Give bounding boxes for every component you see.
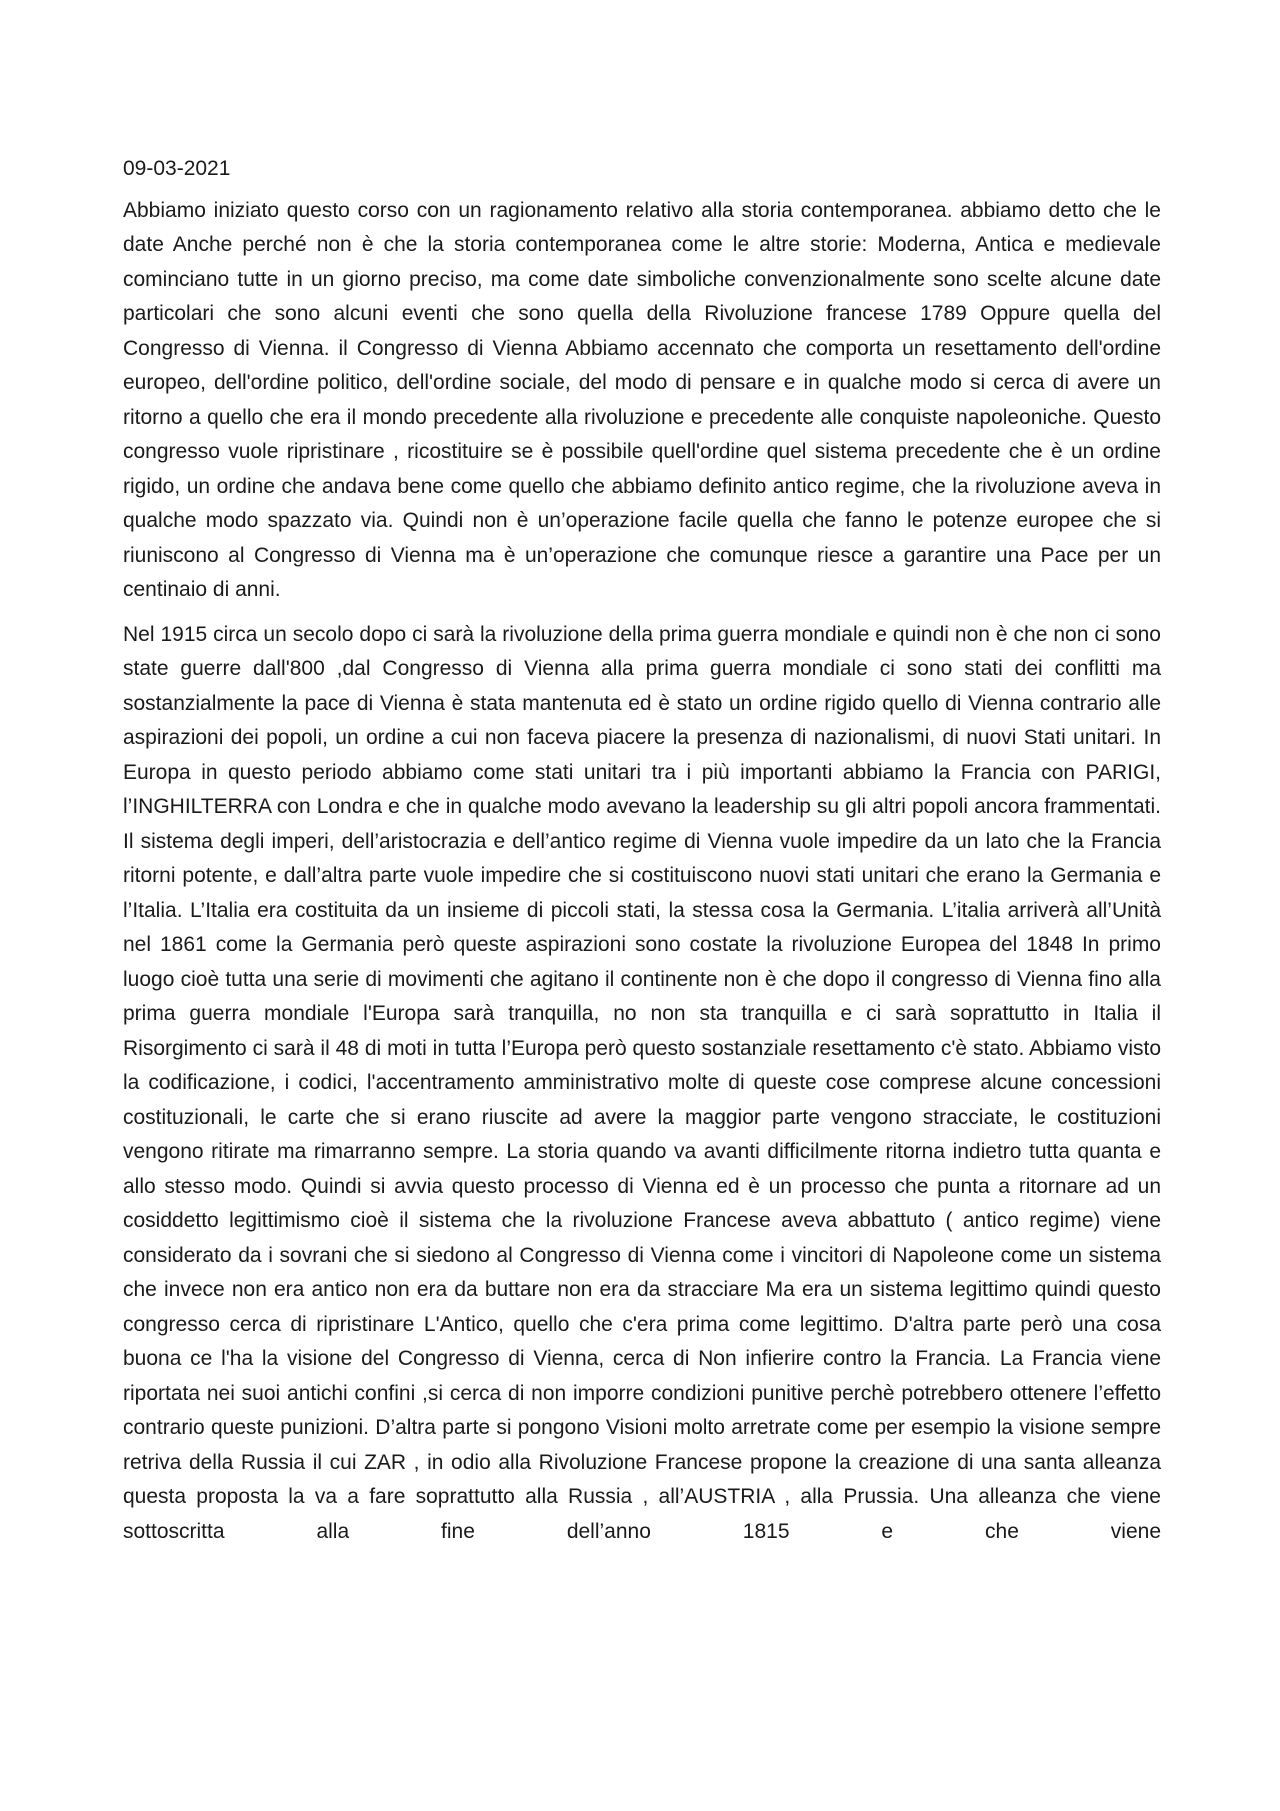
document-date: 09-03-2021 [123,157,231,180]
paragraph-2: Nel 1915 circa un secolo dopo ci sarà la rivoluzione della prima guerra mondiale e quindi non è che non ci sono state guerre dall'800 ,dal Congresso di Vienna alla prima guerra mondiale ci sono stati dei conflitti ma sostanzialmente la pace di Vienna è stata mantenuta ed è stato un ordine rigido quello di Vienna contrario alle aspirazioni dei popoli, un ordine a cui non faceva piacere la presenza di nazionalismi, di nuovi Stati unitari. In Europa in questo periodo abbiamo come stati unitari tra i più importanti abbiamo la Francia con PARIGI, l’INGHILTERRA con Londra e che in qualche modo avevano la leadership su gli altri popoli ancora frammentati. Il sistema degli imperi, dell’aristocrazia e dell’antico regime di Vienna vuole impedire da un lato che la Francia ritorni potente, e dall’altra parte vuole impedire che si costituiscono nuovi stati unitari che erano la Germania e l’Italia. L’Italia era costituita da un insieme di piccoli stati, la stessa cosa la Germania. L’italia arriverà all’Unità nel 1861 come la Germania però queste aspirazioni sono costate la rivoluzione Europea del 1848 In primo luogo cioè tutta una serie di movimenti che agitano il continente non è che dopo il congresso di Vienna fino alla prima guerra mondiale l'Europa sarà tranquilla, no non sta tranquilla e ci sarà soprattutto in Italia il Risorgimento ci sarà il 48 di moti in tutta l’Europa però questo sostanziale resettamento c'è stato. Abbiamo visto la codificazione, i codici, l'accentramento amministrativo molte di queste cose comprese alcune concessioni costituzionali, le carte che si erano riuscite ad avere la maggior parte vengono stracciate, le costituzioni vengono ritirate ma rimarranno sempre. La storia quando va avanti difficilmente ritorna indietro tutta quanta e allo stesso modo. Quindi si avvia questo processo di Vienna ed è un processo che punta a ritornare ad un cosiddetto legittimismo cioè il sistema che la rivoluzione Francese aveva abbattuto ( antico regime) viene considerato da i sovrani che si siedono al Congresso di Vienna come i vincitori di Napoleone come un sistema che invece non era antico non era da buttare non era da stracciare Ma era un sistema legittimo quindi questo congresso cerca di ripristinare L'Antico, quello che c'era prima come legittimo. D'altra parte però una cosa buona ce l'ha la visione del Congresso di Vienna, cerca di Non infierire contro la Francia. La Francia viene riportata nei suoi antichi confini ,si cerca di non imporre condizioni punitive perchè potrebbero ottenere l’effetto contrario queste punizioni. D’altra parte si pongono Visioni molto arretrate come per esempio la visione sempre retriva della Russia il cui ZAR , in odio alla Rivoluzione Francese propone la creazione di una santa alleanza questa proposta la va a fare soprattutto alla Russia , all’AUSTRIA , alla Prussia. Una alleanza che viene sottoscritta alla fine dell’anno 1815 e che viene [123,622,1161,1543]
document-page [123,152,1161,1559]
paragraph-1: Abbiamo iniziato questo corso con un ragionamento relativo alla storia contemporanea. abbiamo detto che le date Anche perché non è che la storia contemporanea come le altre storie: Moderna, Antica e medievale cominciano tutte in un giorno preciso, ma come date simboliche convenzionalmente sono scelte alcune date particolari che sono alcuni eventi che sono quella della Rivoluzione francese 1789 Oppure quella del Congresso di Vienna. il Congresso di Vienna Abbiamo accennato che comporta un resettamento dell'ordine europeo, dell'ordine politico, dell'ordine sociale, del modo di pensare e in qualche modo si cerca di avere un ritorno a quello che era il mondo precedente alla rivoluzione e precedente alle conquiste napoleoniche. Questo congresso vuole ripristinare , ricostituire se è possibile quell'ordine quel sistema precedente che è un ordine rigido, un ordine che andava bene come quello che abbiamo definito antico regime, che la rivoluzione aveva in qualche modo spazzato via. Quindi non è un’operazione facile quella che fanno le potenze europee che si riuniscono al Congresso di Vienna ma è un’operazione che comunque riesce a garantire una Pace per un centinaio di anni. [123,198,1161,601]
